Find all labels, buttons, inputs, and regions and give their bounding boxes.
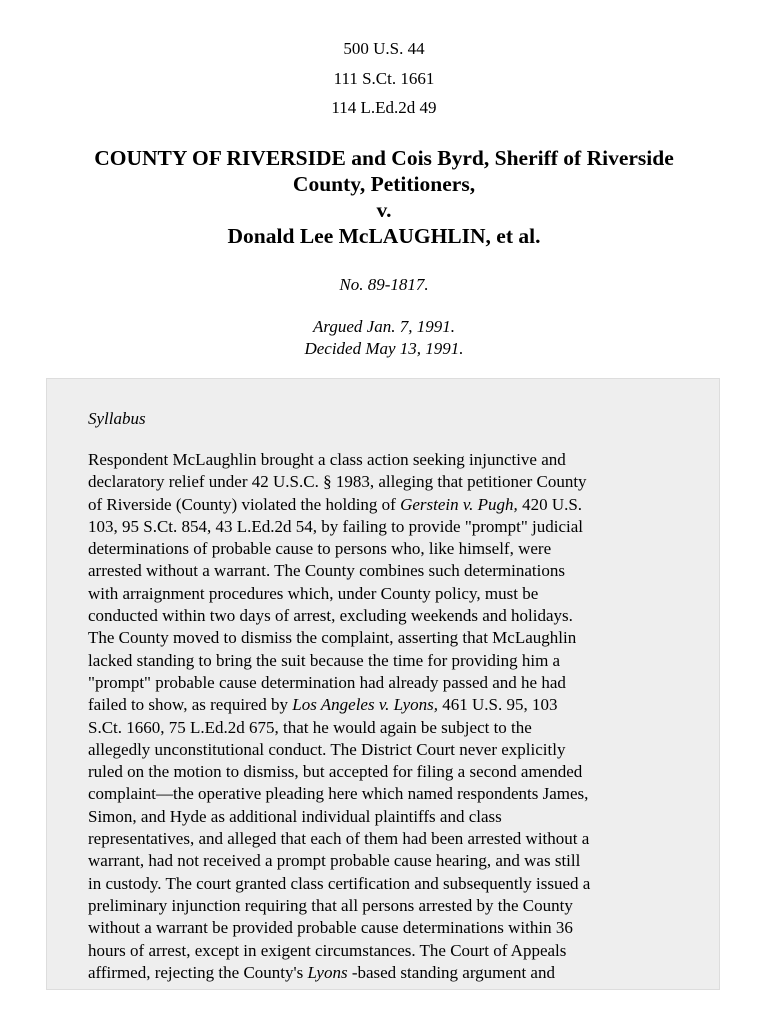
syllabus-line: without a warrant be provided probable cause determinations within 36 [88, 918, 573, 938]
syllabus-line: The County moved to dismiss the complaint, asserting that McLaughlin [88, 628, 577, 648]
syllabus-line: failed to show, as required by Los Angeles v. Lyons, 461 U.S. 95, 103 [88, 695, 558, 715]
argued-date: Argued Jan. 7, 1991. [313, 317, 455, 336]
syllabus-line: lacked standing to bring the suit because the time for providing him a [88, 650, 561, 670]
us-reports-citation: 500 U.S. 44 [343, 39, 425, 58]
syllabus-line: declaratory relief under 42 U.S.C. § 1983, alleging that petitioner County [88, 472, 587, 492]
syllabus-line: warrant, had not received a prompt probable cause hearing, and was still [88, 851, 581, 871]
syllabus-line: hours of arrest, except in exigent circumstances. The Court of Appeals [88, 940, 567, 960]
case-name-italic: Lyons [307, 962, 348, 982]
syllabus-line: in custody. The court granted class certification and subsequently issued a [88, 873, 591, 893]
syllabus-line: of Riverside (County) violated the holding of Gerstein v. Pugh, 420 U.S. [88, 494, 583, 514]
caption-petitioner-line: COUNTY OF RIVERSIDE and Cois Byrd, Sheriff of Riverside [94, 146, 674, 170]
syllabus-line: "prompt" probable cause determination had already passed and he had [88, 672, 566, 692]
syllabus-line: determinations of probable cause to persons who, like himself, were [88, 539, 552, 559]
syllabus-panel [46, 378, 720, 990]
caption-versus: v. [376, 198, 392, 222]
lawyers-edition-citation: 114 L.Ed.2d 49 [331, 98, 437, 117]
syllabus-body [88, 449, 680, 984]
syllabus-line: ruled on the motion to dismiss, but accepted for filing a second amended [88, 762, 583, 782]
syllabus-line: complaint—the operative pleading here which named respondents James, [88, 784, 589, 804]
syllabus-line: preliminary injunction requiring that all persons arrested by the County [88, 895, 573, 915]
syllabus-line: S.Ct. 1660, 75 L.Ed.2d 675, that he would again be subject to the [88, 717, 532, 737]
syllabus-line: Simon, and Hyde as additional individual plaintiffs and class [88, 806, 502, 826]
syllabus-line: arrested without a warrant. The County combines such determinations [88, 561, 565, 581]
syllabus-line: 103, 95 S.Ct. 854, 43 L.Ed.2d 54, by failing to provide "prompt" judicial [88, 516, 584, 536]
syllabus-line: Respondent McLaughlin brought a class action seeking injunctive and [88, 450, 566, 469]
case-dates [0, 316, 768, 360]
syllabus-line: with arraignment procedures which, under County policy, must be [88, 583, 539, 603]
case-name-italic: Los Angeles v. Lyons, [292, 695, 438, 715]
case-name-italic: Gerstein v. Pugh, [400, 494, 518, 514]
syllabus-line: conducted within two days of arrest, excluding weekends and holidays. [88, 606, 573, 626]
syllabus-line: representatives, and alleged that each of them had been arrested without a [88, 829, 590, 849]
syllabus-line: affirmed, rejecting the County's Lyons -based standing argument and [88, 962, 555, 982]
decided-date: Decided May 13, 1991. [304, 339, 464, 358]
case-caption [0, 145, 768, 249]
supreme-court-reporter-citation: 111 S.Ct. 1661 [333, 68, 435, 88]
caption-respondent: Donald Lee McLAUGHLIN, et al. [227, 224, 541, 248]
syllabus-heading: Syllabus [88, 409, 146, 428]
caption-petitioner-role: County, Petitioners, [292, 172, 476, 196]
docket-number: No. 89-1817. [339, 275, 429, 294]
syllabus-line: allegedly unconstitutional conduct. The District Court never explicitly [88, 739, 566, 759]
reporter-citations [0, 34, 768, 123]
